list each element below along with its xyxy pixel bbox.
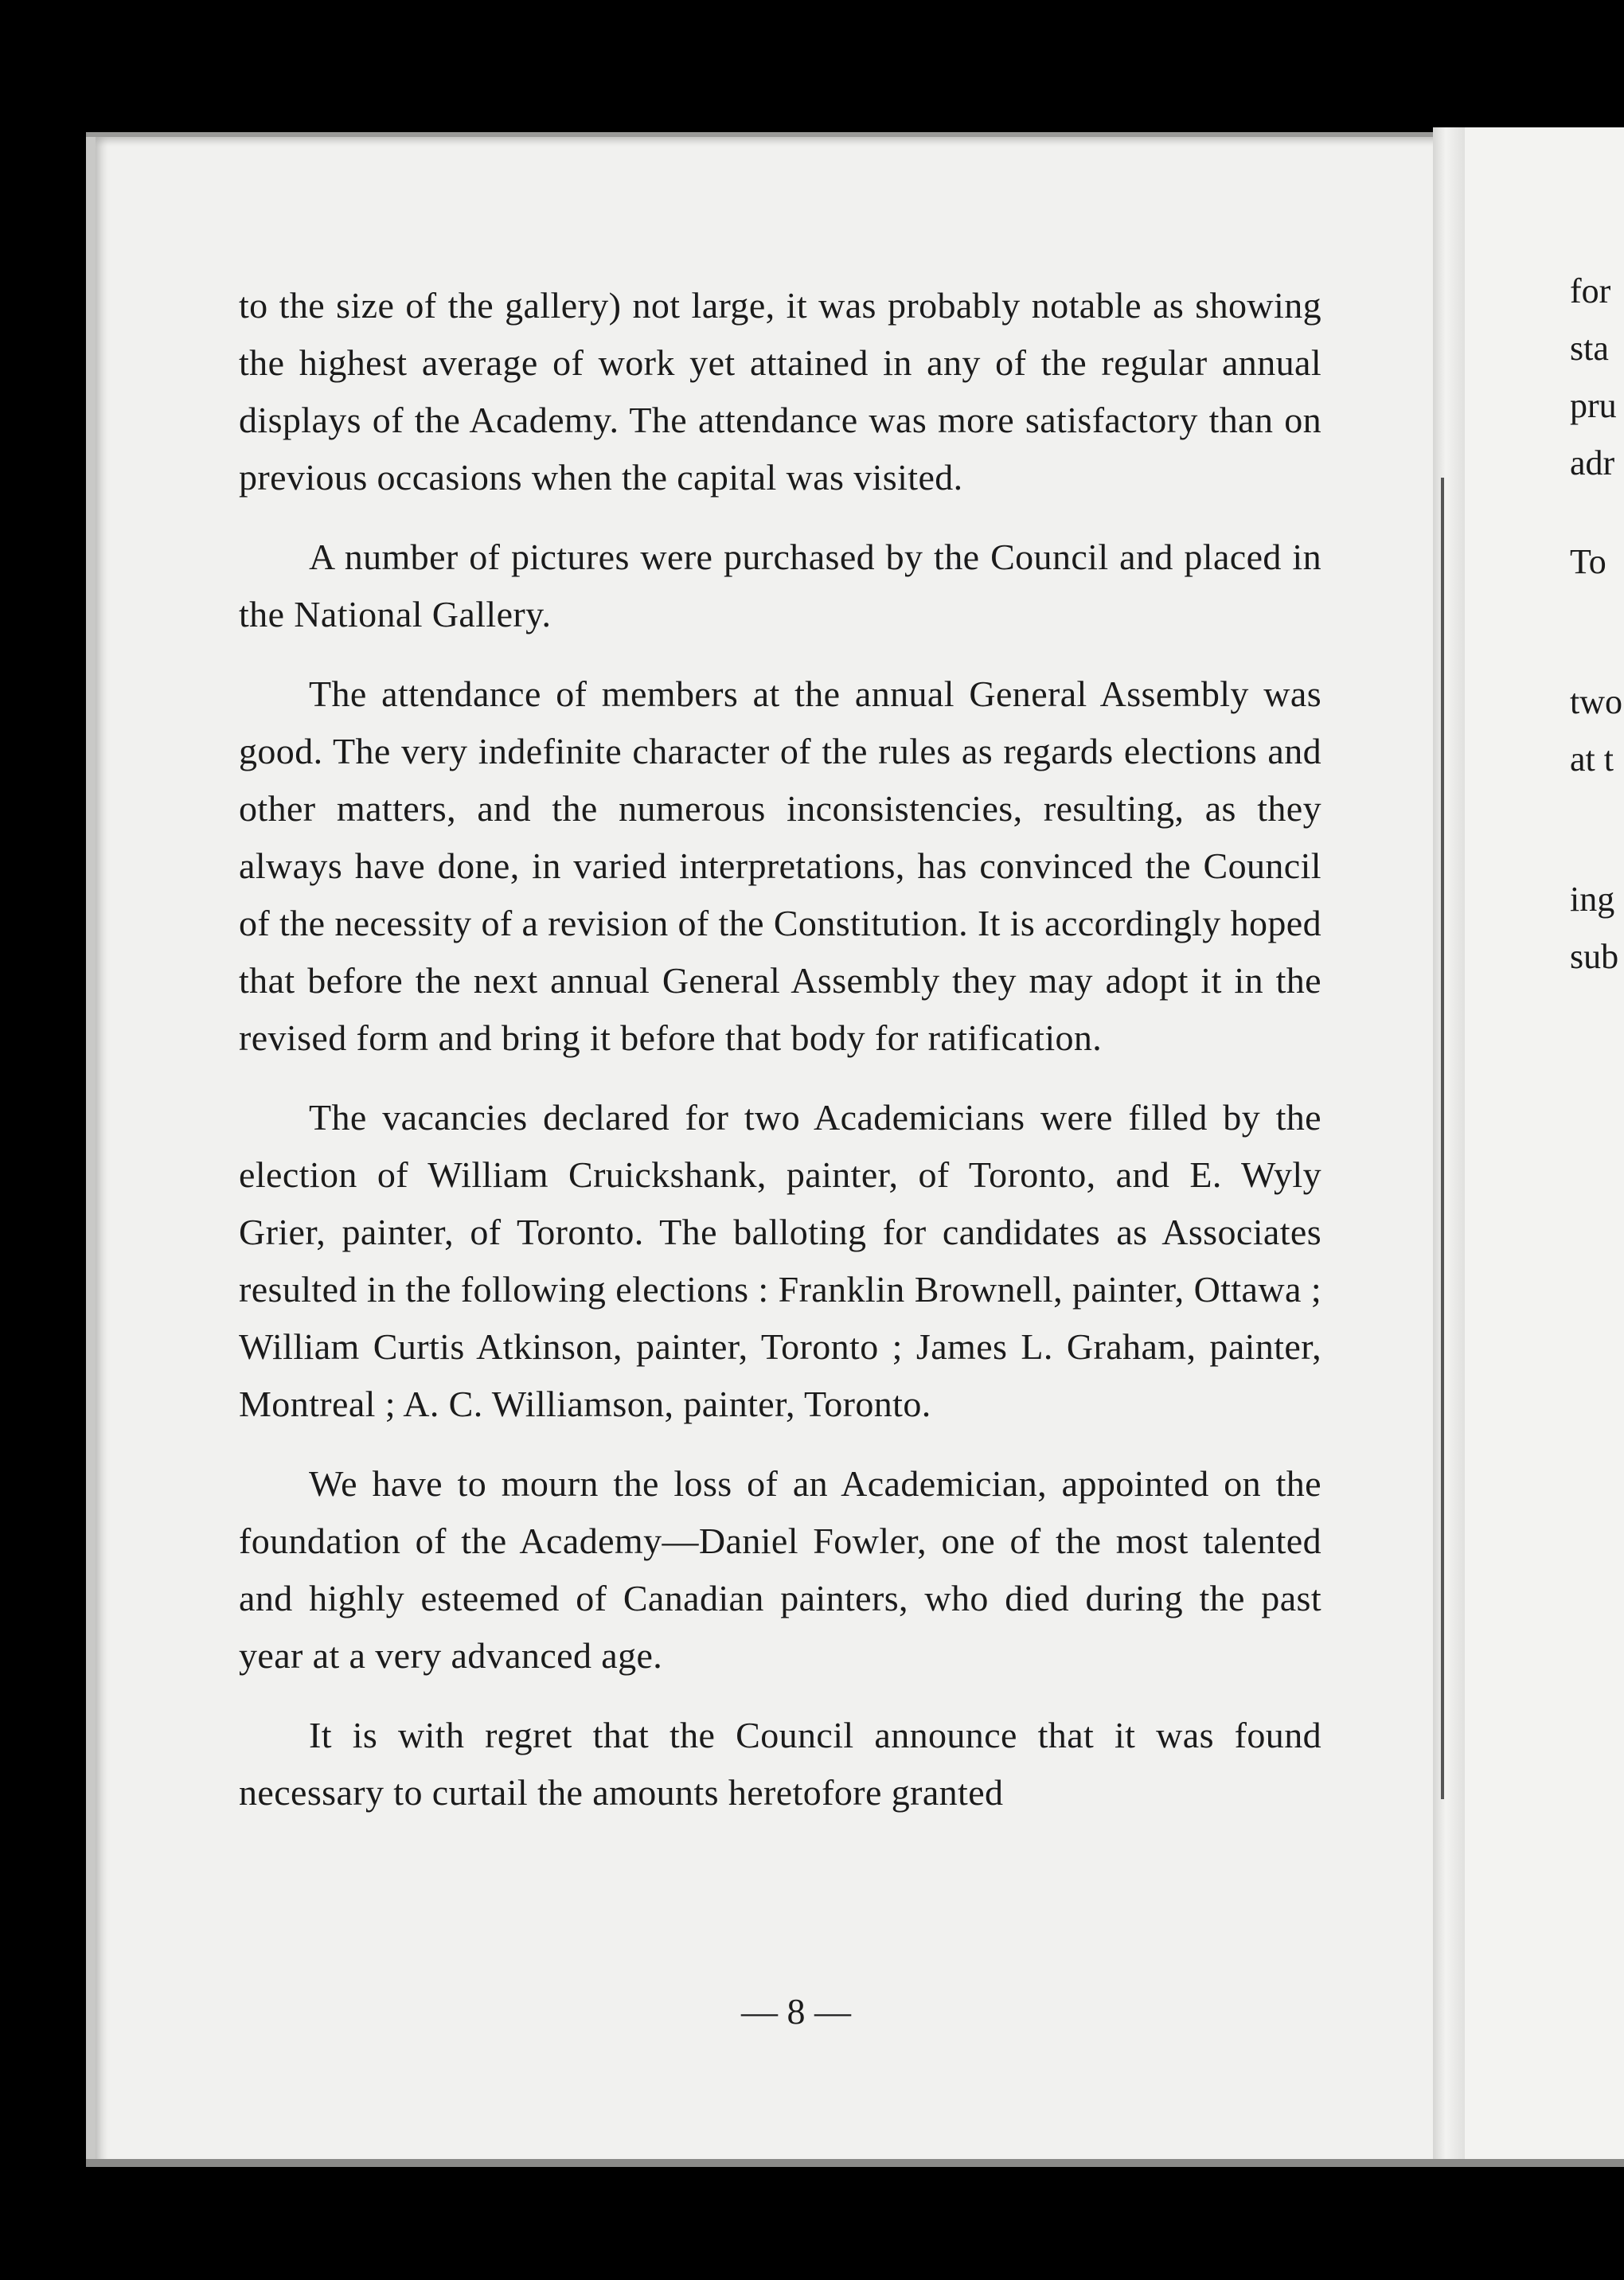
right-line-gap [1570,788,1624,830]
right-line-gap [1570,492,1624,533]
right-line-1: for [1570,271,1611,310]
paragraph-5: We have to mourn the loss of an Academician, appointed on the foundation of the Academy—Daniel Fowler, one of the most talented and highly esteemed of Canadian painters, who died during the past year at a very advanced age. [239,1463,1321,1676]
right-line-6: two [1570,682,1622,721]
right-line-3: pru [1570,386,1617,425]
page-bottom-edge [86,2159,1624,2167]
right-line-gap [1570,632,1624,673]
paragraph-6: It is with regret that the Council announce that it was found necessary to curtail the amounts heretofore granted [239,1715,1321,1813]
right-page-text [1570,263,1624,986]
book-gutter [1433,127,1465,2165]
right-line-gap [1570,591,1624,632]
right-line-9: sub [1570,937,1619,976]
paragraph-1: to the size of the gallery) not large, it was probably notable as showing the highest average of work yet attained in any of the regular annual displays of the Academy. The attendance was more satisfactory than on previous occasions when the capital was visited. [239,285,1321,498]
gutter-fold-line [1441,478,1444,1799]
right-line-gap [1570,830,1624,871]
right-line-2: sta [1570,329,1609,368]
paragraph-3: The attendance of members at the annual General Assembly was good. The very indefinite character of the rules as regards elections and other matters, and the numerous inconsistencies, resulting, as they always have done, in varied interpretations, has convinced the Council of the necessity of a revision of the Constitution. It is accordingly hoped that before the next annual General Assembly they may adopt it in the revised form and bring it before that body for ratification. [239,673,1321,1058]
right-line-8: ing [1570,880,1615,919]
paragraph-4: The vacancies declared for two Academicians were filled by the election of William Cruickshank, painter, of Toronto, and E. Wyly Grier, painter, of Toronto. The balloting for candidates as Associates resulted in the following elections : Franklin Brownell, painter, Ottawa ; William Curtis Atkinson, painter, Toronto ; James L. Graham, painter, Montreal ; A. C. Williamson, painter, Toronto. [239,1097,1321,1424]
right-line-7: at t [1570,740,1614,779]
right-line-5: To [1570,542,1606,581]
paragraph-2: A number of pictures were purchased by the Council and placed in the National Gallery. [239,537,1321,634]
body-text [239,277,1321,1844]
right-line-4: adr [1570,443,1615,482]
page-number: — 8 — [741,1991,851,2032]
